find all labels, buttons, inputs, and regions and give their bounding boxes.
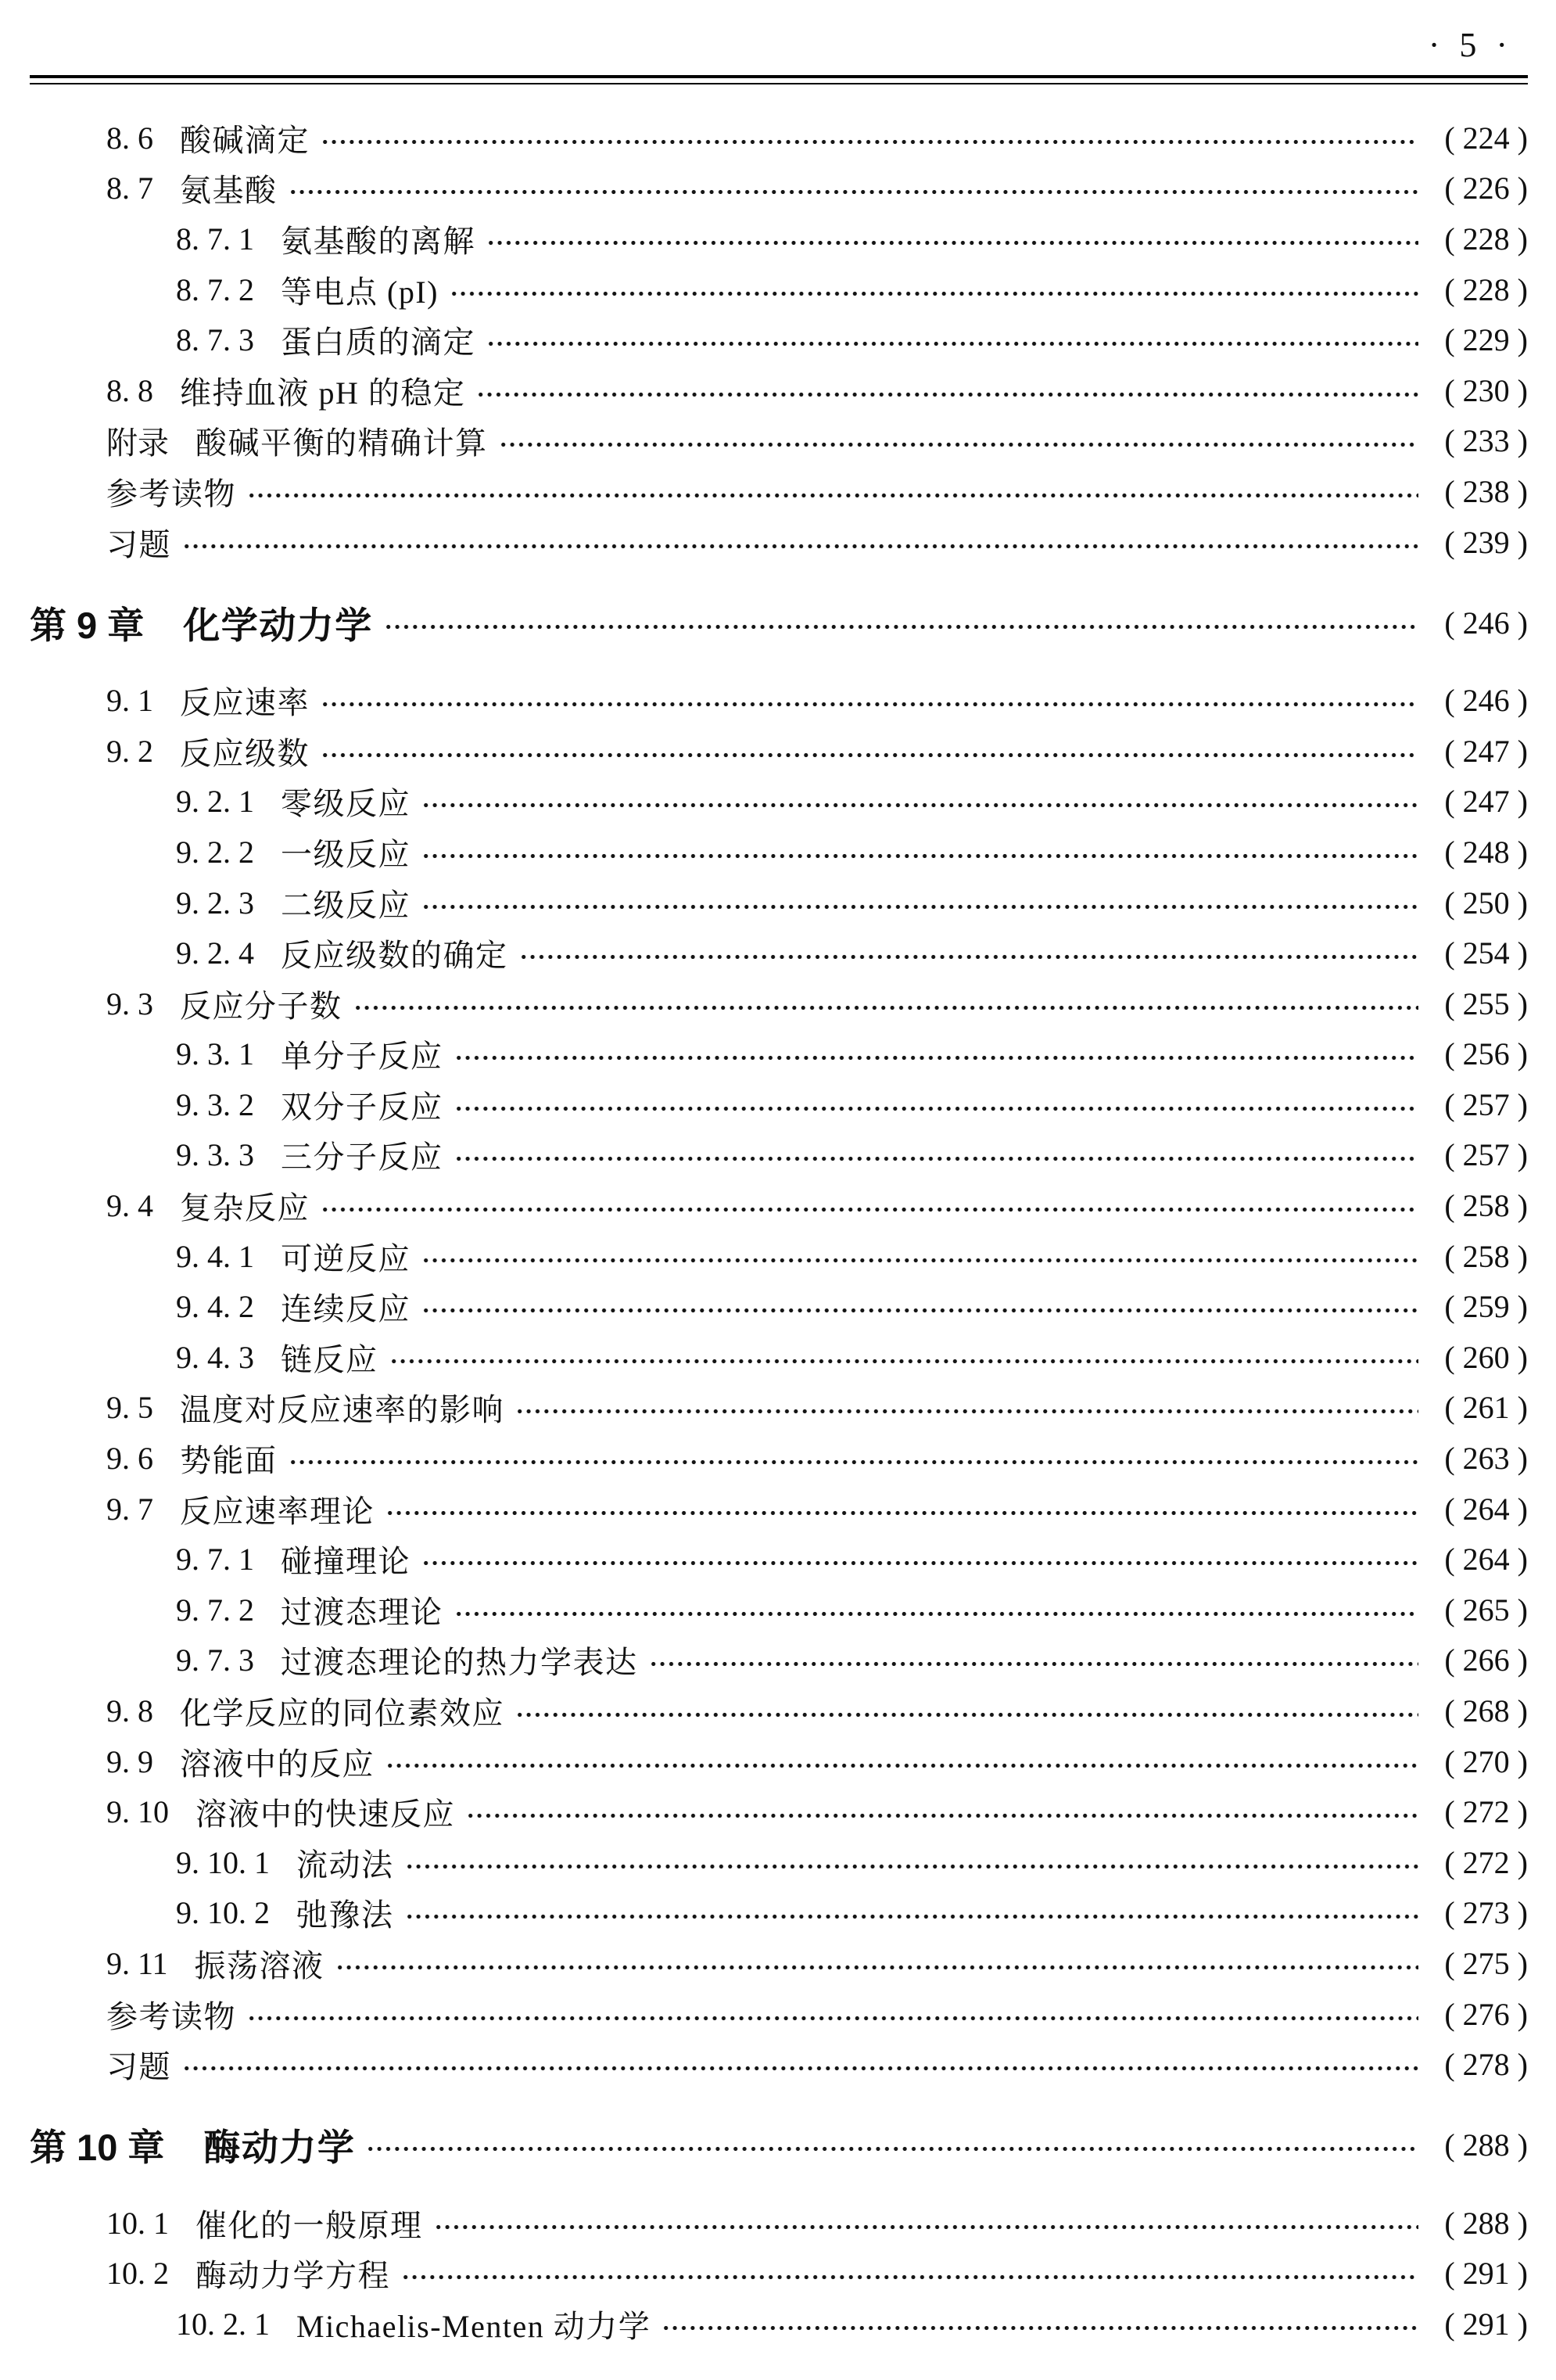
entry-title: 流动法: [296, 1847, 394, 1883]
dot-leader: [454, 1055, 1419, 1061]
entry-number: 9. 8: [106, 1693, 153, 1729]
folio-page-number: · 5 ·: [1428, 26, 1509, 64]
entry-title: 温度对反应速率的影响: [180, 1392, 504, 1428]
dot-leader: [321, 752, 1418, 758]
entry-page: ( 288 ): [1444, 2205, 1528, 2241]
entry-title: 蛋白质的滴定: [281, 325, 475, 361]
toc-entry: [30, 827, 1528, 878]
toc-entry: [30, 1079, 1528, 1130]
entry-number: 9. 2. 2: [176, 834, 254, 870]
toc-entry: [30, 1332, 1528, 1383]
entry-title: 氨基酸的离解: [281, 223, 475, 259]
dot-leader: [450, 291, 1418, 296]
entry-number: 8. 7. 1: [176, 221, 254, 257]
entry-number: 9. 6: [106, 1441, 153, 1477]
dot-leader: [247, 2016, 1418, 2021]
toc-entry: [30, 314, 1528, 365]
entry-page: ( 276 ): [1444, 1996, 1528, 2032]
toc-entry: [30, 978, 1528, 1029]
toc-entry: [30, 1786, 1528, 1837]
entry-page: ( 247 ): [1444, 733, 1528, 769]
toc-entry: [30, 1685, 1528, 1736]
dot-leader: [405, 1914, 1419, 1919]
entry-title: 习题: [106, 526, 171, 562]
entry-title: 氨基酸: [180, 173, 278, 209]
entry-number: 8. 7: [106, 171, 153, 206]
entry-title: 参考读物: [106, 1998, 236, 2034]
entry-title: 等电点 (pI): [281, 274, 439, 310]
dot-leader: [182, 2066, 1418, 2071]
entry-number: 9. 2. 1: [176, 784, 254, 820]
dot-leader: [289, 1459, 1419, 1465]
entry-page: ( 247 ): [1444, 784, 1528, 820]
entry-title: 过渡态理论: [281, 1594, 443, 1630]
toc-entry: [30, 1888, 1528, 1939]
entry-page: ( 268 ): [1444, 1693, 1528, 1729]
entry-number: 9. 2. 3: [176, 885, 254, 921]
entry-number: 8. 6: [106, 120, 153, 156]
toc-entry: [30, 1281, 1528, 1332]
toc-entry: [30, 1029, 1528, 1080]
entry-page: ( 258 ): [1444, 1238, 1528, 1274]
entry-page: ( 261 ): [1444, 1390, 1528, 1426]
entry-page: ( 250 ): [1444, 885, 1528, 921]
entry-page: ( 278 ): [1444, 2047, 1528, 2083]
toc-entry: [30, 163, 1528, 214]
entry-number: 9. 4. 1: [176, 1238, 254, 1274]
dot-leader: [366, 2146, 1418, 2152]
entry-number: 9. 9: [106, 1743, 153, 1779]
toc-entry: [30, 777, 1528, 827]
entry-page: ( 291 ): [1444, 2256, 1528, 2292]
entry-page: ( 226 ): [1444, 171, 1528, 206]
dot-leader: [499, 442, 1419, 447]
entry-page: ( 265 ): [1444, 1592, 1528, 1628]
entry-number: 10. 1: [106, 2205, 169, 2241]
toc-entry: [30, 1837, 1528, 1888]
entry-title: 弛豫法: [296, 1897, 394, 1933]
dot-leader: [421, 802, 1418, 808]
dot-leader: [421, 1308, 1418, 1313]
toc-entry: [30, 365, 1528, 416]
toc-entry: [30, 2299, 1528, 2349]
toc-entry: [30, 1433, 1528, 1484]
entry-title: 过渡态理论的热力学表达: [281, 1645, 638, 1681]
entry-number: 附录: [106, 425, 169, 461]
entry-page: ( 224 ): [1444, 120, 1528, 156]
entry-title: 溶液中的反应: [180, 1746, 375, 1782]
entry-number: 9. 11: [106, 1945, 168, 1981]
toc-chapter-entry: [30, 597, 1528, 648]
entry-title: 可逆反应: [281, 1240, 411, 1276]
dot-leader: [661, 2325, 1418, 2331]
dot-leader: [421, 904, 1418, 910]
entry-title: 化学反应的同位素效应: [180, 1696, 504, 1732]
entry-page: ( 228 ): [1444, 221, 1528, 257]
entry-title: 一级反应: [281, 836, 411, 872]
dot-leader: [519, 954, 1419, 960]
dot-leader: [486, 341, 1418, 346]
dot-leader: [649, 1661, 1419, 1667]
entry-page: ( 270 ): [1444, 1743, 1528, 1779]
toc-entry: [30, 1231, 1528, 1282]
entry-page: ( 239 ): [1444, 524, 1528, 560]
toc-entry: [30, 1484, 1528, 1535]
entry-title: 酸碱平衡的精确计算: [195, 425, 488, 461]
entry-title: 化学动力学: [183, 604, 373, 646]
entry-number: 8. 7. 2: [176, 271, 254, 307]
entry-title: 链反应: [281, 1341, 378, 1377]
dot-leader: [389, 1359, 1419, 1364]
entry-page: ( 272 ): [1444, 1844, 1528, 1880]
dot-leader: [515, 1409, 1418, 1414]
toc-entry: [30, 264, 1528, 315]
dot-leader: [421, 1258, 1418, 1263]
toc-entry: [30, 2039, 1528, 2090]
dot-leader: [405, 1864, 1419, 1869]
entry-number: 9. 10: [106, 1794, 169, 1830]
entry-page: ( 230 ): [1444, 372, 1528, 408]
entry-number: 10. 2: [106, 2256, 169, 2292]
dot-leader: [476, 392, 1418, 397]
toc-entry: [30, 1736, 1528, 1787]
entry-number: 9. 3. 1: [176, 1036, 254, 1072]
entry-number: 9. 7. 1: [176, 1542, 254, 1578]
entry-page: ( 266 ): [1444, 1642, 1528, 1678]
entry-page: ( 288 ): [1444, 2127, 1528, 2163]
toc-entry: [30, 1383, 1528, 1434]
toc-entry: [30, 1635, 1528, 1686]
entry-number: 9. 3. 3: [176, 1137, 254, 1173]
dot-leader: [321, 1207, 1418, 1212]
entry-page: ( 272 ): [1444, 1794, 1528, 1830]
entry-page: ( 255 ): [1444, 985, 1528, 1021]
entry-title: 酶动力学方程: [195, 2258, 390, 2294]
toc-entry: [30, 1989, 1528, 2040]
page-header: [0, 0, 1556, 63]
dot-leader: [454, 1106, 1419, 1111]
dot-leader: [454, 1611, 1419, 1617]
entry-title: 碰撞理论: [281, 1544, 411, 1580]
entry-number: 9. 4. 2: [176, 1289, 254, 1325]
entry-page: ( 228 ): [1444, 271, 1528, 307]
entry-title: 反应级数: [180, 735, 310, 771]
toc-entry: [30, 1585, 1528, 1635]
entry-page: ( 260 ): [1444, 1339, 1528, 1375]
entry-page: ( 259 ): [1444, 1289, 1528, 1325]
entry-number: 9. 3. 2: [176, 1086, 254, 1122]
toc-entry: [30, 1130, 1528, 1181]
entry-page: ( 254 ): [1444, 935, 1528, 971]
dot-leader: [421, 1560, 1418, 1566]
entry-title: 催化的一般原理: [195, 2207, 423, 2243]
toc-entry: [30, 466, 1528, 517]
dot-leader: [421, 853, 1418, 859]
entry-title: 零级反应: [281, 786, 411, 822]
entry-title: 反应速率理论: [180, 1493, 375, 1529]
toc-entry: [30, 2198, 1528, 2249]
toc-entry: [30, 1180, 1528, 1231]
toc-entry: [30, 726, 1528, 777]
dot-leader: [335, 1965, 1418, 1970]
dot-leader: [454, 1156, 1419, 1161]
entry-number: 9. 4: [106, 1188, 153, 1224]
dot-leader: [515, 1712, 1418, 1718]
entry-number: 9. 1: [106, 683, 153, 719]
entry-page: ( 248 ): [1444, 834, 1528, 870]
dot-leader: [321, 139, 1418, 145]
entry-page: ( 246 ): [1444, 683, 1528, 719]
toc-entry: [30, 1534, 1528, 1585]
entry-title: Michaelis-Menten 动力学: [296, 2308, 651, 2344]
entry-number: 9. 3: [106, 985, 153, 1021]
entry-page: ( 233 ): [1444, 423, 1528, 459]
entry-title: 酸碱滴定: [180, 122, 310, 158]
dot-leader: [466, 1813, 1418, 1818]
toc-entry: [30, 928, 1528, 978]
toc-entry: [30, 517, 1528, 568]
entry-number: 9. 7. 3: [176, 1642, 254, 1678]
dot-leader: [401, 2274, 1418, 2280]
entry-page: ( 258 ): [1444, 1188, 1528, 1224]
header-double-rule: [30, 75, 1528, 84]
entry-page: ( 264 ): [1444, 1491, 1528, 1527]
toc-entry: [30, 113, 1528, 163]
entry-page: ( 291 ): [1444, 2306, 1528, 2342]
dot-leader: [385, 1510, 1418, 1516]
entry-title: 参考读物: [106, 476, 236, 512]
entry-number: 9. 10. 2: [176, 1895, 270, 1931]
dot-leader: [486, 240, 1418, 246]
entry-title: 二级反应: [281, 887, 411, 923]
entry-page: ( 229 ): [1444, 322, 1528, 358]
toc-list: [0, 84, 1556, 2349]
dot-leader: [289, 189, 1419, 195]
entry-title: 反应级数的确定: [281, 938, 508, 974]
entry-number: 8. 7. 3: [176, 322, 254, 358]
dot-leader: [182, 544, 1418, 549]
entry-title: 溶液中的快速反应: [195, 1797, 455, 1833]
entry-page: ( 263 ): [1444, 1441, 1528, 1477]
entry-title: 反应速率: [180, 685, 310, 721]
entry-page: ( 264 ): [1444, 1542, 1528, 1578]
entry-number: 9. 2. 4: [176, 935, 254, 971]
entry-page: ( 257 ): [1444, 1086, 1528, 1122]
entry-title: 连续反应: [281, 1291, 411, 1327]
toc-entry: [30, 675, 1528, 726]
entry-number: 9. 5: [106, 1390, 153, 1426]
toc-chapter-entry: [30, 2120, 1528, 2171]
toc-entry: [30, 416, 1528, 467]
dot-leader: [385, 1763, 1418, 1768]
toc-entry: [30, 1938, 1528, 1989]
entry-title: 酶动力学: [203, 2127, 356, 2169]
entry-number: 8. 8: [106, 372, 153, 408]
entry-page: ( 275 ): [1444, 1945, 1528, 1981]
entry-page: ( 246 ): [1444, 605, 1528, 641]
dot-leader: [321, 702, 1418, 707]
toc-entry: [30, 214, 1528, 264]
dot-leader: [353, 1005, 1419, 1011]
entry-number: 9. 7: [106, 1491, 153, 1527]
dot-leader: [434, 2224, 1419, 2230]
entry-title: 维持血液 pH 的稳定: [180, 375, 466, 411]
dot-leader: [247, 493, 1418, 498]
entry-title: 势能面: [180, 1443, 278, 1479]
entry-number: 9. 7. 2: [176, 1592, 254, 1628]
entry-page: ( 273 ): [1444, 1895, 1528, 1931]
entry-title: 三分子反应: [281, 1140, 443, 1176]
toc-entry: [30, 2249, 1528, 2299]
dot-leader: [384, 624, 1418, 630]
entry-title: 双分子反应: [281, 1089, 443, 1125]
entry-page: ( 256 ): [1444, 1036, 1528, 1072]
entry-title: 复杂反应: [180, 1190, 310, 1226]
entry-number: 9. 10. 1: [176, 1844, 270, 1880]
entry-title: 单分子反应: [281, 1039, 443, 1075]
entry-title: 反应分子数: [180, 988, 342, 1024]
entry-number: 第 10 章: [30, 2127, 165, 2169]
entry-page: ( 238 ): [1444, 473, 1528, 509]
entry-number: 9. 4. 3: [176, 1339, 254, 1375]
entry-page: ( 257 ): [1444, 1137, 1528, 1173]
toc-entry: [30, 878, 1528, 928]
entry-title: 振荡溶液: [194, 1947, 324, 1983]
entry-number: 9. 2: [106, 733, 153, 769]
entry-number: 第 9 章: [30, 604, 145, 646]
entry-number: 10. 2. 1: [176, 2306, 270, 2342]
entry-title: 习题: [106, 2049, 171, 2085]
